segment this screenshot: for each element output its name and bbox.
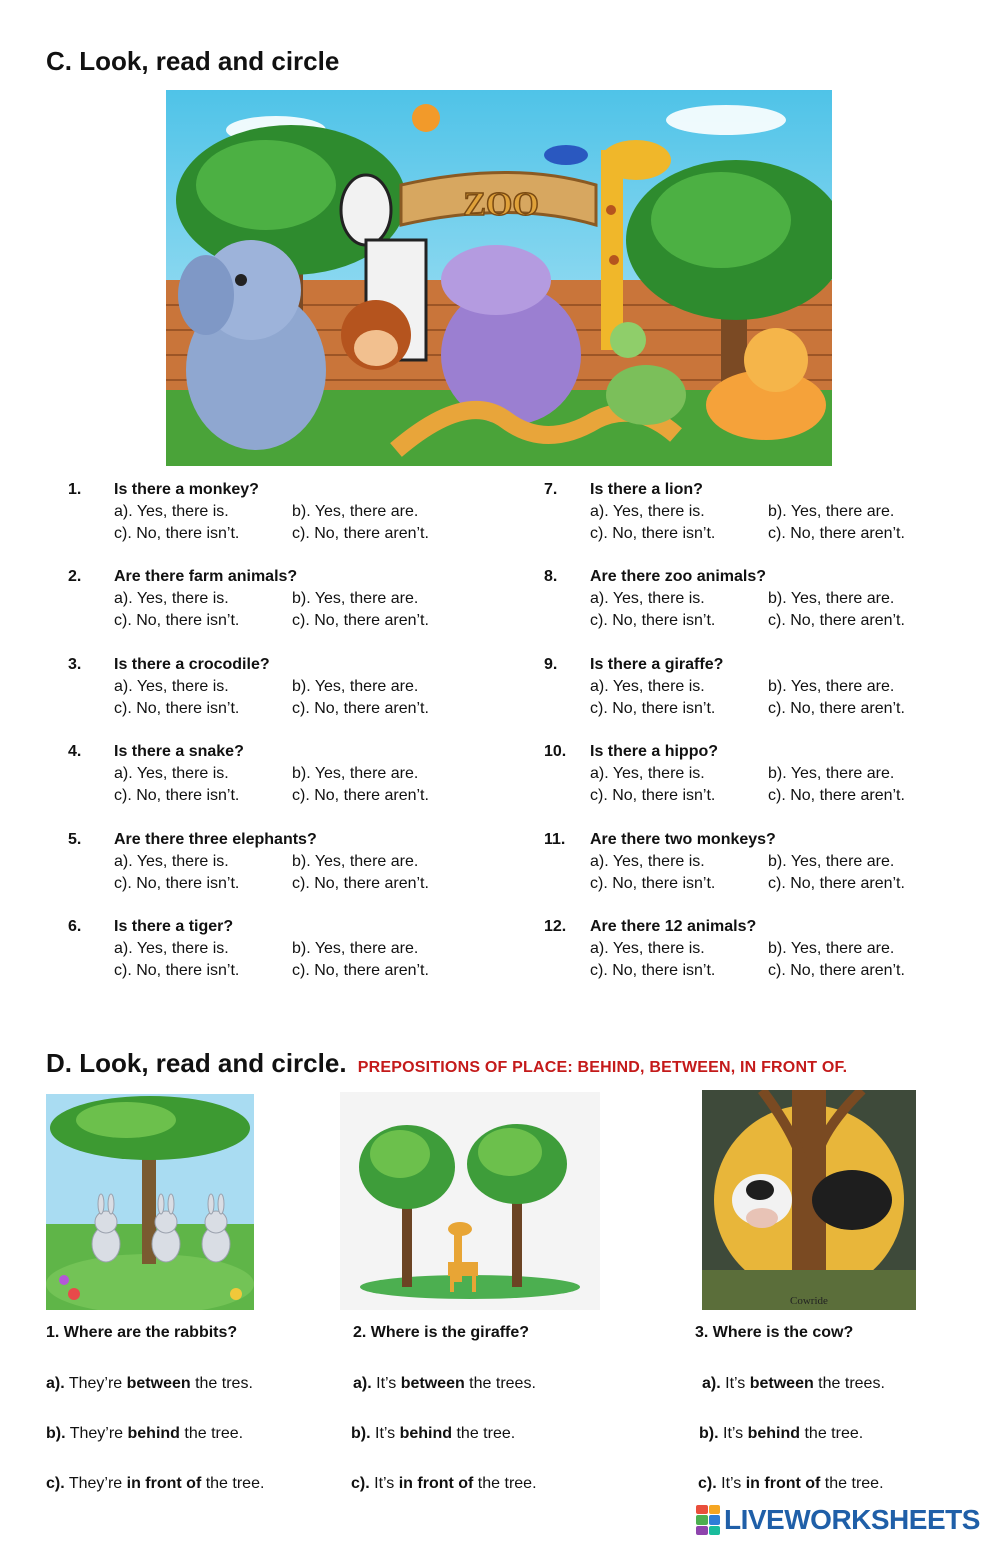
question-number: 6.	[68, 918, 82, 935]
liveworksheets-wordmark: LIVEWORKSHEETS	[724, 1504, 980, 1535]
option-b[interactable]: b). Yes, there are.	[768, 503, 895, 520]
option-d[interactable]: c). No, there aren’t.	[292, 525, 429, 542]
option-d[interactable]: c). No, there aren’t.	[768, 875, 905, 892]
question-text: Is there a giraffe?	[590, 656, 724, 673]
option-d[interactable]: c). No, there aren’t.	[768, 700, 905, 717]
option-b[interactable]: b). Yes, there are.	[292, 765, 419, 782]
option-c[interactable]: c). No, there isn’t.	[114, 787, 240, 804]
option-a[interactable]: a). Yes, there is.	[114, 940, 229, 957]
option-b[interactable]: b). Yes, there are.	[768, 590, 895, 607]
option-c[interactable]: c). No, there isn’t.	[590, 962, 716, 979]
question-number: 12.	[544, 918, 567, 935]
option-c[interactable]: c). No, there isn’t.	[114, 875, 240, 892]
question-text: Is there a monkey?	[114, 481, 259, 498]
d3-option-b[interactable]: b). It’s behind the tree.	[699, 1425, 864, 1442]
option-d[interactable]: c). No, there aren’t.	[768, 962, 905, 979]
option-b[interactable]: b). Yes, there are.	[292, 503, 419, 520]
d-question-2: 2. Where is the giraffe?	[353, 1324, 530, 1341]
option-a[interactable]: a). Yes, there is.	[590, 678, 705, 695]
cow-image-signature: Cowride	[790, 1295, 828, 1307]
option-b[interactable]: b). Yes, there are.	[768, 940, 895, 957]
question-text: Is there a tiger?	[114, 918, 234, 935]
option-d[interactable]: c). No, there aren’t.	[292, 787, 429, 804]
option-a[interactable]: a). Yes, there is.	[590, 765, 705, 782]
section-d-title	[46, 1048, 847, 1079]
question-number: 9.	[544, 656, 558, 673]
d-question-1: 1. Where are the rabbits?	[46, 1324, 238, 1341]
question-text: Are there farm animals?	[114, 568, 298, 585]
option-b[interactable]: b). Yes, there are.	[292, 678, 419, 695]
option-a[interactable]: a). Yes, there is.	[590, 853, 705, 870]
question-number: 4.	[68, 743, 82, 760]
option-d[interactable]: c). No, there aren’t.	[292, 875, 429, 892]
option-c[interactable]: c). No, there isn’t.	[114, 612, 240, 629]
d2-option-c[interactable]: c). It’s in front of the tree.	[351, 1475, 537, 1492]
d2-option-b[interactable]: b). It’s behind the tree.	[351, 1425, 516, 1442]
cow-picture	[702, 1090, 916, 1310]
option-a[interactable]: a). Yes, there is.	[114, 590, 229, 607]
question-text: Are there zoo animals?	[590, 568, 767, 585]
d2-option-a[interactable]: a). It’s between the trees.	[353, 1375, 536, 1392]
option-d[interactable]: c). No, there aren’t.	[768, 525, 905, 542]
option-b[interactable]: b). Yes, there are.	[292, 590, 419, 607]
option-a[interactable]: a). Yes, there is.	[114, 853, 229, 870]
option-a[interactable]: a). Yes, there is.	[590, 590, 705, 607]
option-c[interactable]: c). No, there isn’t.	[114, 962, 240, 979]
option-b[interactable]: b). Yes, there are.	[292, 853, 419, 870]
option-d[interactable]: c). No, there aren’t.	[768, 612, 905, 629]
option-a[interactable]: a). Yes, there is.	[114, 678, 229, 695]
option-a[interactable]: a). Yes, there is.	[590, 940, 705, 957]
question-number: 10.	[544, 743, 567, 760]
option-c[interactable]: c). No, there isn’t.	[114, 525, 240, 542]
option-a[interactable]: a). Yes, there is.	[114, 765, 229, 782]
zoo-illustration	[166, 90, 832, 466]
option-c[interactable]: c). No, there isn’t.	[590, 875, 716, 892]
question-text: Is there a lion?	[590, 481, 703, 498]
option-b[interactable]: b). Yes, there are.	[768, 853, 895, 870]
option-c[interactable]: c). No, there isn’t.	[590, 525, 716, 542]
question-number: 7.	[544, 481, 558, 498]
liveworksheets-logo-icon	[696, 1505, 720, 1535]
question-text: Are there 12 animals?	[590, 918, 757, 935]
d3-option-a[interactable]: a). It’s between the trees.	[702, 1375, 885, 1392]
question-number: 2.	[68, 568, 82, 585]
giraffe-picture	[340, 1092, 600, 1310]
section-d-heading: D. Look, read and circle.	[46, 1048, 347, 1078]
d1-option-a[interactable]: a). They’re between the tres.	[46, 1375, 253, 1392]
question-number: 11.	[544, 831, 566, 848]
liveworksheets-logo[interactable]	[696, 1502, 980, 1538]
option-c[interactable]: c). No, there isn’t.	[114, 700, 240, 717]
question-number: 3.	[68, 656, 82, 673]
option-a[interactable]: a). Yes, there is.	[590, 503, 705, 520]
option-d[interactable]: c). No, there aren’t.	[292, 962, 429, 979]
option-d[interactable]: c). No, there aren’t.	[768, 787, 905, 804]
option-c[interactable]: c). No, there isn’t.	[590, 700, 716, 717]
question-text: Are there three elephants?	[114, 831, 317, 848]
option-c[interactable]: c). No, there isn’t.	[590, 612, 716, 629]
question-number: 1.	[68, 481, 82, 498]
question-text: Are there two monkeys?	[590, 831, 776, 848]
question-text: Is there a hippo?	[590, 743, 719, 760]
option-a[interactable]: a). Yes, there is.	[114, 503, 229, 520]
question-text: Is there a crocodile?	[114, 656, 270, 673]
option-d[interactable]: c). No, there aren’t.	[292, 612, 429, 629]
question-number: 8.	[544, 568, 558, 585]
section-c-title: C. Look, read and circle	[46, 46, 340, 76]
option-b[interactable]: b). Yes, there are.	[768, 678, 895, 695]
option-d[interactable]: c). No, there aren’t.	[292, 700, 429, 717]
option-c[interactable]: c). No, there isn’t.	[590, 787, 716, 804]
d-question-3: 3. Where is the cow?	[695, 1324, 854, 1341]
question-text: Is there a snake?	[114, 743, 244, 760]
section-d-subtitle: PREPOSITIONS OF PLACE: BEHIND, BETWEEN, IN FRONT OF.	[357, 1059, 848, 1076]
question-number: 5.	[68, 831, 82, 848]
rabbits-picture	[46, 1094, 254, 1310]
d1-option-c[interactable]: c). They’re in front of the tree.	[46, 1475, 265, 1492]
d1-option-b[interactable]: b). They’re behind the tree.	[46, 1425, 244, 1442]
option-b[interactable]: b). Yes, there are.	[768, 765, 895, 782]
zoo-sign-text: ZOO	[463, 186, 539, 223]
d3-option-c[interactable]: c). It’s in front of the tree.	[698, 1475, 884, 1492]
option-b[interactable]: b). Yes, there are.	[292, 940, 419, 957]
